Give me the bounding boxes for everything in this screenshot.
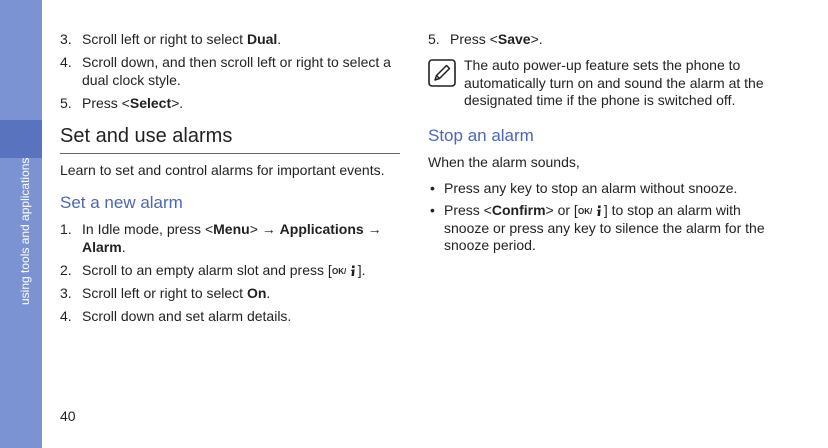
step-item: 5. Press <Select>. bbox=[60, 95, 184, 111]
step-item: 4. Scroll down, and then scroll left or right to select a dual clock style. bbox=[60, 54, 391, 88]
note-pencil-icon bbox=[428, 57, 464, 110]
left-column bbox=[60, 30, 400, 330]
side-tab-marker bbox=[0, 120, 42, 158]
note-text: The auto power-up feature sets the phone to automatically turn on and sound the alarm at the designated time if the phone is switched off. bbox=[464, 57, 764, 108]
step-item: 5. Press <Save>. bbox=[428, 31, 543, 47]
step-item: 3. Scroll left or right to select On. bbox=[60, 285, 271, 301]
subsection-title-stop-alarm: Stop an alarm bbox=[428, 125, 534, 145]
subsection-title-set-alarm: Set a new alarm bbox=[60, 193, 183, 212]
bullet-item: • Press <Confirm> or [ OK/ ] to stop an alarm with snooze or press any key to silence the alarm for the snooze period. bbox=[430, 202, 765, 253]
page-number: 40 bbox=[60, 408, 76, 424]
ok-key-icon bbox=[332, 264, 358, 277]
note-box bbox=[428, 57, 768, 110]
step-item: 3. Scroll left or right to select Dual. bbox=[60, 31, 282, 47]
section-intro: Learn to set and control alarms for important events. bbox=[60, 162, 385, 178]
right-column bbox=[428, 30, 768, 260]
section-title: Set and use alarms bbox=[60, 125, 400, 154]
step-item: 4. Scroll down and set alarm details. bbox=[60, 308, 292, 324]
chapter-label: using tools and applications bbox=[18, 158, 32, 306]
stop-alarm-intro: When the alarm sounds, bbox=[428, 153, 580, 170]
bullet-item: • Press any key to stop an alarm without snooze. bbox=[430, 179, 738, 196]
step-item: 1. In Idle mode, press <Menu> → Applications → Alarm. bbox=[60, 221, 382, 255]
svg-text:OK/: OK/ bbox=[331, 267, 347, 276]
step-item: 2. Scroll to an empty alarm slot and press [ OK/ ]. bbox=[60, 262, 366, 278]
svg-text:OK/: OK/ bbox=[577, 207, 593, 216]
ok-key-icon bbox=[578, 204, 604, 217]
